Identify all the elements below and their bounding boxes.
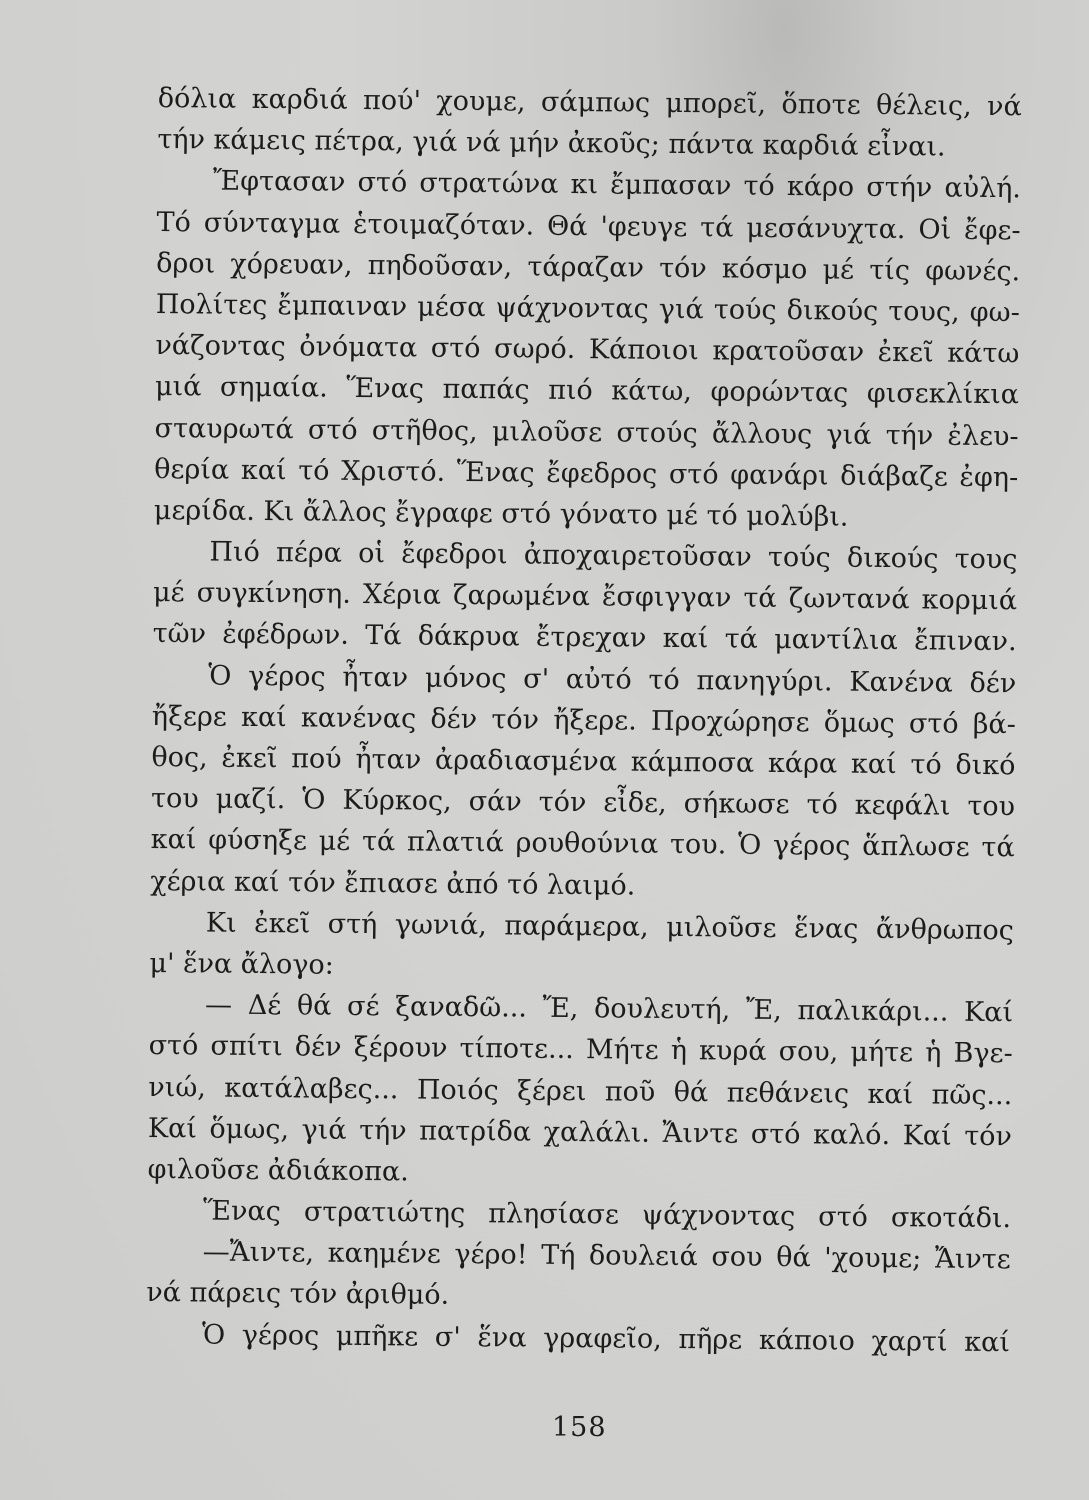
text-line: Πολίτες ἔμπαιναν μέσα ψάχνοντας γιά τούς δικούς τους, φω- [155, 288, 1020, 329]
text-line: Ἕνας στρατιώτης πλησίασε ψάχνοντας στό σκοτάδι. [202, 1195, 1012, 1235]
text-line: δόλια καρδιά πού' χουμε, σάμπως μπορεῖ, ὅποτε θέλεις, νά [157, 82, 1022, 123]
text-line: Ἔφτασαν στό στρατώνα κι ἔμπασαν τό κάρο στήν αὐλή. [212, 165, 1022, 205]
text-line: δροι χόρευαν, πηδοῦσαν, τάραζαν τόν κόσμο μέ τίς φωνές. [156, 247, 1021, 288]
text-line: Ὁ γέρος ἦταν μόνος σ' αὐτό τό πανηγύρι. Κανένα δέν [208, 660, 1017, 699]
text-line: θερία καί τό Χριστό. Ἕνας ἔφεδρος στό φανάρι διάβαζε ἐφη- [154, 453, 1019, 493]
text-line: σταυρωτά στό στῆθος, μιλοῦσε στούς ἄλλους γιά τήν ἐλευ- [154, 412, 1019, 452]
text-line: θος, ἐκεῖ πού ἦταν ἀραδιασμένα κάμποσα κάρα καί τό δικό [151, 741, 1016, 782]
text-line: Κι ἐκεῖ στή γωνιά, παράμερα, μιλοῦσε ἕνας ἄνθρωπος [205, 907, 1015, 947]
text-line: στό σπίτι δέν ξέρουν τίποτε... Μήτε ἡ κυρά σου, μήτε ἡ Βγε- [148, 1030, 1013, 1070]
text-line: Τό σύνταγμα ἑτοιμαζόταν. Θά 'φευγε τά μεσάνυχτα. Οἱ ἔφε- [156, 206, 1021, 246]
text-line: νά πάρεις τόν ἀριθμό. [146, 1277, 450, 1312]
text-line: τῶν ἐφέδρων. Τά δάκρυα ἔτρεχαν καί τά μαντίλια ἔπιναν. [152, 618, 1017, 658]
text-line: καί φύσηξε μέ τά πλατιά ρουθούνια του. Ὁ γέρος ἅπλωσε τά [150, 824, 1015, 864]
text-line: νιώ, κατάλαβες... Ποιός ξέρει ποῦ θά πεθάνεις καί πῶς... [148, 1071, 1013, 1111]
text-line: Ὁ γέρος μπῆκε σ' ἕνα γραφεῖο, πῆρε κάποιο χαρτί καί [201, 1319, 1011, 1358]
text-line: φιλοῦσε ἀδιάκοπα. [147, 1153, 409, 1188]
text-line: μερίδα. Κι ἄλλος ἔγραφε στό γόνατο μέ τό μολύβι. [153, 494, 849, 533]
text-line: — Δέ θά σέ ξαναδῶ... Ἔ, δουλευτή, Ἔ, παλικάρι... Καί [204, 989, 1014, 1029]
text-line: νάζοντας ὀνόματα στό σωρό. Κάποιοι κρατοῦσαν ἐκεῖ κάτω [155, 330, 1020, 370]
text-line: μιά σημαία. Ἕνας παπάς πιό κάτω, φορώντας φισεκλίκια [154, 371, 1020, 411]
text-line: Καί ὅμως, γιά τήν πατρίδα χαλάλι. Ἄιντε στό καλό. Καί τόν [147, 1112, 1013, 1152]
text-line: μ' ἕνα ἄλογο: [149, 947, 335, 981]
text-line: ἤξερε καί κανένας δέν τόν ἤξερε. Προχώρησε ὅμως στό βά- [151, 700, 1016, 741]
text-line: του μαζί. Ὁ Κύρκος, σάν τόν εἶδε, σήκωσε τό κεφάλι του [150, 783, 1016, 823]
page-body-text [146, 78, 1022, 1363]
text-line: —Ἄιντε, καημένε γέρο! Τή δουλειά σου θά 'χουμε; Ἄιντε [202, 1236, 1011, 1276]
text-line: μέ συγκίνηση. Χέρια ζαρωμένα ἔσφιγγαν τά ζωντανά κορμιά [152, 577, 1018, 617]
page-number: 158 [552, 1412, 607, 1443]
text-line: χέρια καί τόν ἔπιασε ἀπό τό λαιμό. [150, 865, 636, 902]
text-line: Πιό πέρα οἱ ἔφεδροι ἀποχαιρετοῦσαν τούς δικούς τους [209, 536, 1018, 576]
text-line: τήν κάμεις πέτρα, γιά νά μήν ἀκοῦς; πάντα καρδιά εἶναι. [157, 124, 946, 163]
